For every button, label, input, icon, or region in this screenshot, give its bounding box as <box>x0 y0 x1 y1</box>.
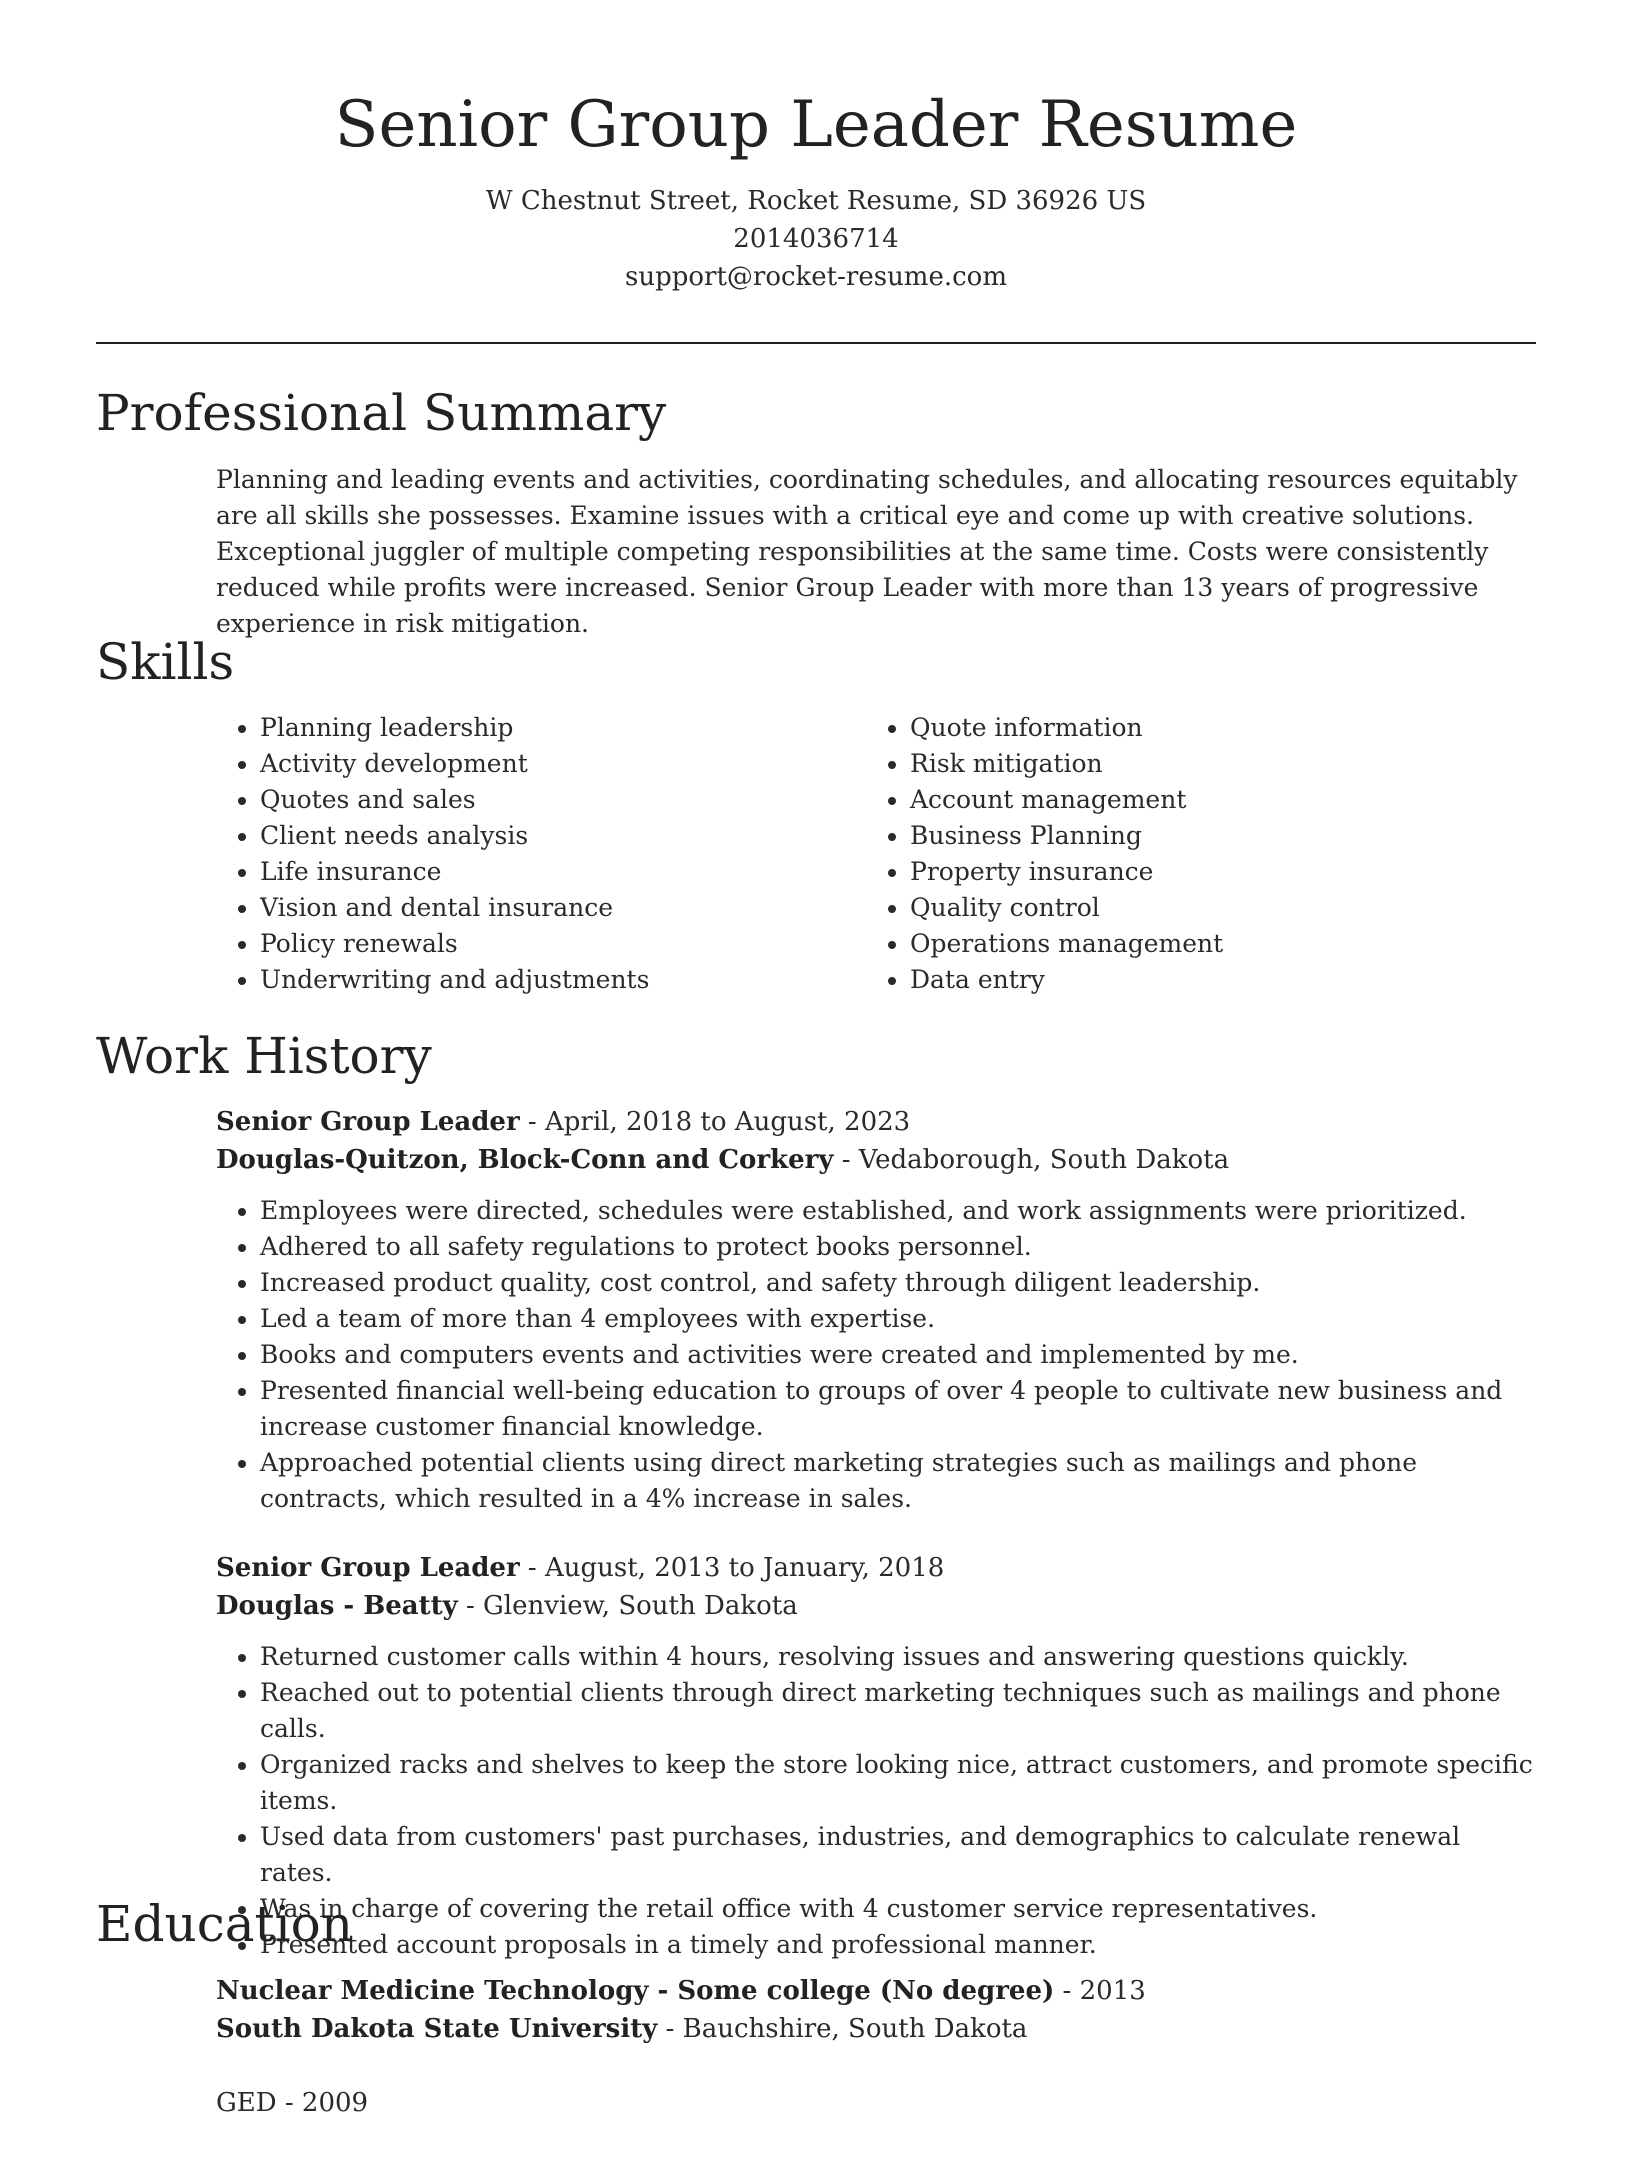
job-company-line <box>216 1587 1536 1625</box>
skill-item: • Operations management <box>910 926 1516 962</box>
job-bullet: • Presented account proposals in a timely and professional manner. <box>260 1927 1536 1963</box>
section-title-education: Education <box>96 1895 353 1953</box>
skill-item: • Risk mitigation <box>910 746 1516 782</box>
job-location: - Vedaborough, South Dakota <box>833 1145 1230 1175</box>
skill-item: • Life insurance <box>260 854 866 890</box>
job-bullets <box>216 1639 1536 1963</box>
skill-item: • Quotes and sales <box>260 782 866 818</box>
job-dates: - August, 2013 to January, 2018 <box>519 1553 945 1583</box>
section-title-skills: Skills <box>96 633 235 691</box>
job-company-line <box>216 1141 1536 1179</box>
education-location: - Bauchshire, South Dakota <box>657 2014 1028 2044</box>
job-bullet: • Used data from customers' past purchases, industries, and demographics to calculate renewal rates. <box>260 1819 1536 1891</box>
skill-item: • Quality control <box>910 890 1516 926</box>
job-bullet: • Presented financial well-being education to groups of over 4 people to cultivate new business and increase customer financial knowledge. <box>260 1373 1536 1445</box>
contact-block <box>0 182 1632 296</box>
education-year: - 2013 <box>1054 1976 1146 2006</box>
skill-item: • Quote information <box>910 710 1516 746</box>
job-bullets <box>216 1193 1536 1517</box>
job-title-line <box>216 1549 1536 1587</box>
skills-columns <box>216 710 1536 998</box>
skill-item: • Planning leadership <box>260 710 866 746</box>
summary-section <box>216 462 1536 642</box>
education-entry <box>216 1972 1536 2048</box>
job-dates: - April, 2018 to August, 2023 <box>519 1107 911 1137</box>
job-bullet: • Was in charge of covering the retail office with 4 customer service representatives. <box>260 1891 1536 1927</box>
skill-item: • Underwriting and adjustments <box>260 962 866 998</box>
skills-list-left <box>216 710 866 998</box>
education-degree: Nuclear Medicine Technology - Some college (No degree) <box>216 1976 1055 2006</box>
resume-title: Senior Group Leader Resume <box>334 88 1298 162</box>
job-title-line <box>216 1103 1536 1141</box>
education-school-line <box>216 2010 1536 2048</box>
skills-list-right <box>866 710 1516 998</box>
job-bullet: • Approached potential clients using direct marketing strategies such as mailings and phone contracts, which resulted in a 4% increase in sales. <box>260 1445 1536 1517</box>
skills-column-right <box>866 710 1516 998</box>
job-bullet: • Returned customer calls within 4 hours, resolving issues and answering questions quickly. <box>260 1639 1536 1675</box>
phone: 2014036714 <box>733 224 899 254</box>
job-bullet: • Increased product quality, cost control, and safety through diligent leadership. <box>260 1265 1536 1301</box>
skill-item: • Client needs analysis <box>260 818 866 854</box>
job-bullet: • Reached out to potential clients through direct marketing techniques such as mailings and phone calls. <box>260 1675 1536 1747</box>
job-bullet: • Led a team of more than 4 employees with expertise. <box>260 1301 1536 1337</box>
education-degree-line <box>216 1972 1536 2010</box>
job-bullet: • Employees were directed, schedules were established, and work assignments were prioritized. <box>260 1193 1536 1229</box>
skill-item: • Vision and dental insurance <box>260 890 866 926</box>
job-role: Senior Group Leader <box>216 1107 520 1137</box>
education-year: - 2009 <box>276 2088 369 2118</box>
skill-item: • Property insurance <box>910 854 1516 890</box>
address: W Chestnut Street, Rocket Resume, SD 36926 US <box>485 186 1147 216</box>
work-section <box>216 1103 1536 1995</box>
job-company: Douglas-Quitzon, Block-Conn and Corkery <box>216 1145 834 1175</box>
education-school: South Dakota State University <box>216 2014 658 2044</box>
education-section <box>216 1972 1536 2158</box>
skill-item: • Activity development <box>260 746 866 782</box>
job-entry <box>216 1549 1536 1963</box>
education-degree: GED <box>216 2088 277 2118</box>
skill-item: • Account management <box>910 782 1516 818</box>
resume-header <box>0 0 1632 296</box>
job-bullet: • Organized racks and shelves to keep the store looking nice, attract customers, and promote specific items. <box>260 1747 1536 1819</box>
skill-item: • Policy renewals <box>260 926 866 962</box>
job-company: Douglas - Beatty <box>216 1591 458 1621</box>
summary-text: Planning and leading events and activities, coordinating schedules, and allocating resources equitably are all skills she possesses. Examine issues with a critical eye and come up with creative solutions. Exceptional juggler of multiple competing responsibilities at the same time. Costs were consistently reduced while profits were increased. Senior Group Leader with more than 13 years of progressive experience in risk mitigation. <box>216 465 1518 638</box>
job-bullet: • Adhered to all safety regulations to protect books personnel. <box>260 1229 1536 1265</box>
skill-item: • Data entry <box>910 962 1516 998</box>
skills-column-left <box>216 710 866 998</box>
job-location: - Glenview, South Dakota <box>457 1591 798 1621</box>
section-title-work: Work History <box>96 1027 432 1085</box>
job-role: Senior Group Leader <box>216 1553 520 1583</box>
email: support@rocket-resume.com <box>624 262 1007 292</box>
skills-section <box>216 710 1536 998</box>
education-entry <box>216 2084 1536 2122</box>
job-bullet: • Books and computers events and activities were created and implemented by me. <box>260 1337 1536 1373</box>
section-title-summary: Professional Summary <box>96 384 667 442</box>
job-entry <box>216 1103 1536 1517</box>
education-degree-line <box>216 2084 1536 2122</box>
header-divider <box>96 342 1536 344</box>
skill-item: • Business Planning <box>910 818 1516 854</box>
